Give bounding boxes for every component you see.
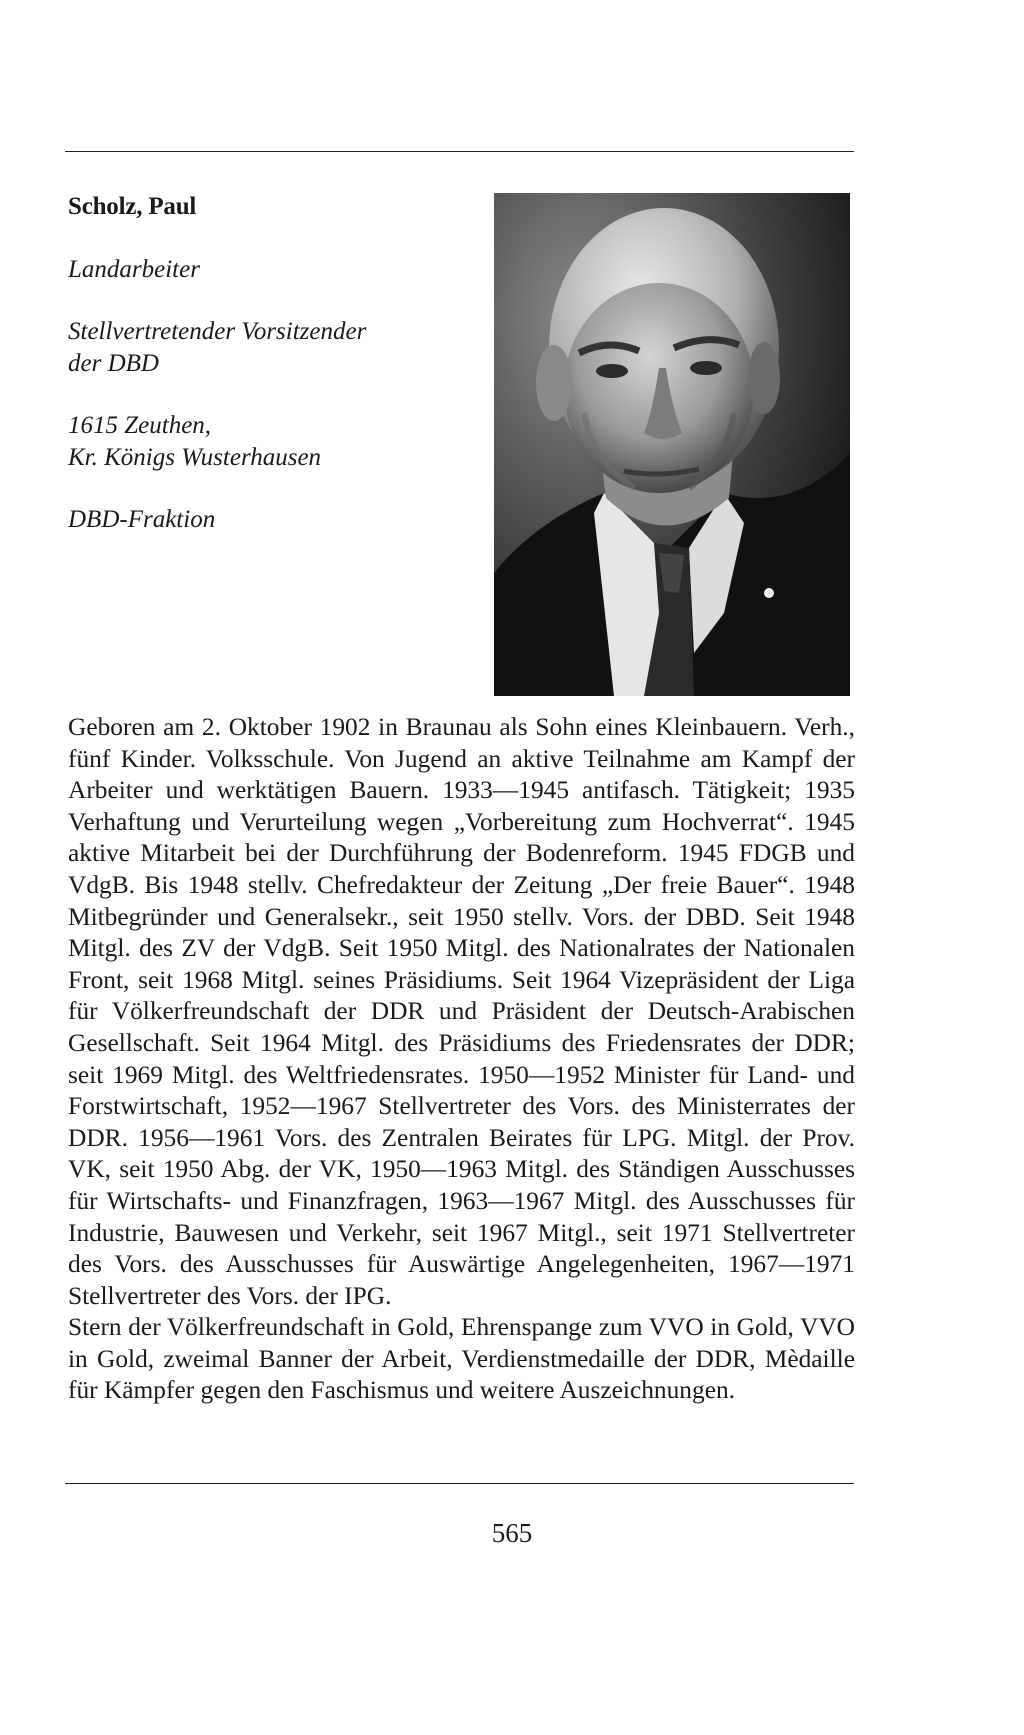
position-line: der DBD (68, 350, 159, 377)
top-rule (65, 151, 854, 152)
occupation: Landarbeiter (68, 256, 200, 283)
page-number: 565 (491, 1518, 533, 1548)
person-name: Scholz, Paul (68, 193, 197, 220)
awards-paragraph: Stern der Völkerfreundschaft in Gold, Ehrenspange zum VVO in Gold, VVO in Gold, zweimal Banner der Arbeit, Verdienstmedaille der DDR, Mèdaille für Kämpfer gegen den Faschismus und weitere Auszeichnungen. (68, 1313, 855, 1405)
biography-text (68, 712, 855, 1407)
biography-paragraph: Geboren am 2. Oktober 1902 in Braunau als Sohn eines Kleinbauern. Verh., fünf Kinder. Volksschule. Von Jugend an aktive Teilnahme am Kampf der Arbeiter und werktätigen Bauern. 1933—1945 antifasch. Tätigkeit; 1935 Verhaftung und Verurteilung wegen „Vorbereitung zum Hochverrat“. 1945 aktive Mitarbeit bei der Durchführung der Bodenreform. 1945 FDGB und VdgB. Bis 1948 stellv. Chefredakteur der Zeitung „Der freie Bauer“. 1948 Mitbegründer und Generalsekr., seit 1950 stellv. Vors. der DBD. Seit 1948 Mitgl. des ZV der VdgB. Seit 1950 Mitgl. des Nationalrates der Nationalen Front, seit 1968 Mitgl. seines Präsidiums. Seit 1964 Vizepräsident der Liga für Völkerfreundschaft der DDR und Präsident der Deutsch-Arabischen Gesellschaft. Seit 1964 Mitgl. des Präsidiums des Friedensrates der DDR; seit 1969 Mitgl. des Weltfriedensrates. 1950—1952 Minister für Land- und Forstwirtschaft, 1952—1967 Stellvertreter des Vors. des Ministerrates der DDR. 1956—1961 Vors. des Zentralen Beirates für LPG. Mitgl. der Prov. VK, seit 1950 Abg. der VK, 1950—1963 Mitgl. des Ständigen Ausschusses für Wirtschafts- und Finanzfragen, 1963—1967 Mitgl. des Ausschusses für Industrie, Bauwesen und Verkehr, seit 1967 Mitgl., seit 1971 Stellvertreter des Vors. des Ausschusses für Auswärtige Angelegenheiten, 1967—1971 Stellvertreter des Vors. der IPG. (68, 713, 855, 1310)
address-block (68, 410, 448, 474)
address-line: Kr. Königs Wusterhausen (68, 444, 322, 471)
bottom-rule (65, 1483, 854, 1484)
position-block (68, 316, 448, 380)
position-line: Stellvertretender Vorsitzender (68, 318, 367, 345)
portrait-photo (494, 193, 850, 696)
faction: DBD-Fraktion (68, 506, 216, 533)
address-line: 1615 Zeuthen, (68, 412, 212, 439)
